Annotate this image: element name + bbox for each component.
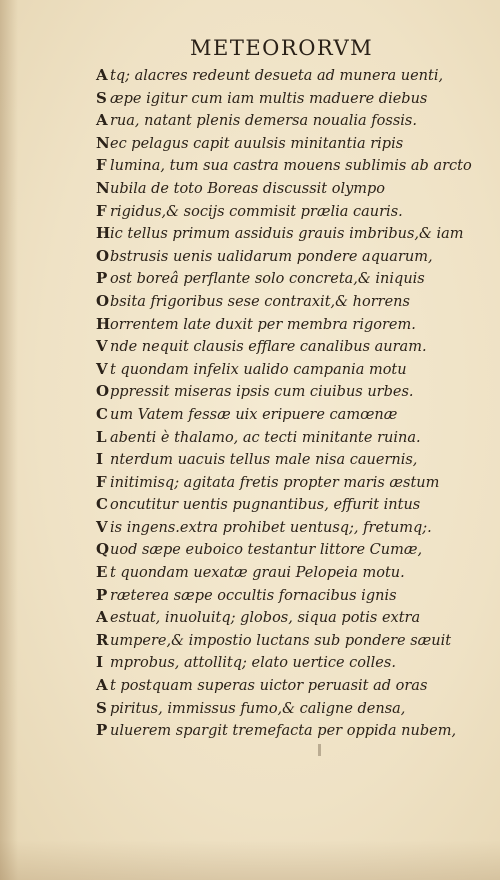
line-initial: S xyxy=(96,698,107,717)
line-initial: I xyxy=(96,450,104,469)
line-initial: A xyxy=(96,111,108,130)
line-initial: H xyxy=(96,314,111,333)
line-initial: V xyxy=(96,337,108,356)
verse-line xyxy=(96,629,476,652)
verse-line xyxy=(96,335,476,358)
line-text: bsita frigoribus sese contraxit,& horrens xyxy=(110,293,410,310)
line-text: tq; alacres redeunt desueta ad munera uenti, xyxy=(110,68,444,84)
line-initial: F xyxy=(96,472,107,491)
verse-line xyxy=(96,448,476,471)
line-text: ppressit miseras ipsis cum ciuibus urbes. xyxy=(110,384,414,401)
line-text: t quondam infelix ualido campania motu xyxy=(110,361,407,378)
verse-line xyxy=(96,561,476,584)
verse-lines xyxy=(96,64,476,742)
line-text: ic tellus primum assiduis grauis imbribus,& iam xyxy=(110,226,464,243)
line-initial: N xyxy=(96,178,110,197)
verse-line xyxy=(96,109,476,132)
line-text: æpe igitur cum iam multis maduere diebus xyxy=(110,90,428,107)
verse-line xyxy=(96,132,476,155)
line-text: orrentem late duxit per membra rigorem. xyxy=(110,316,416,333)
line-text: nde nequit clausis efflare canalibus auram. xyxy=(110,339,427,356)
verse-line xyxy=(96,719,476,742)
verse-line xyxy=(96,584,476,607)
verse-line xyxy=(96,200,476,223)
page-shadow-left xyxy=(0,0,18,880)
line-text: lumina, tum sua castra mouens sublimis ab arcto xyxy=(110,158,472,175)
line-text: piritus, immissus fumo,& caligne densa, xyxy=(110,700,406,717)
line-text: rigidus,& socijs commisit prælia cauris. xyxy=(110,203,403,220)
line-text: initimisq; agitata fretis propter maris æstum xyxy=(110,474,440,491)
line-initial: O xyxy=(96,382,110,401)
verse-line xyxy=(96,674,476,697)
line-initial: C xyxy=(96,404,108,423)
line-initial: A xyxy=(96,608,108,627)
line-initial: O xyxy=(96,291,110,310)
line-initial: L xyxy=(96,427,107,446)
line-text: t quondam uexatæ graui Pelopeia motu. xyxy=(110,565,405,582)
line-text: estuat, inuoluitq; globos, siqua potis extra xyxy=(110,610,421,627)
verse-line xyxy=(96,697,476,720)
line-text: nterdum uacuis tellus male nisa cauernis, xyxy=(110,452,418,469)
verse-line xyxy=(96,516,476,539)
line-initial: F xyxy=(96,156,107,175)
running-header: METEORORVM xyxy=(190,36,374,60)
line-text: ræterea sæpe occultis fornacibus ignis xyxy=(110,587,397,604)
line-text: ec pelagus capit auulsis minitantia ripis xyxy=(110,135,404,152)
verse-line xyxy=(96,177,476,200)
line-initial: S xyxy=(96,88,107,107)
line-text: mprobus, attollitq; elato uertice colles. xyxy=(110,655,396,672)
line-text: oncutitur uentis pugnantibus, effurit intus xyxy=(110,497,421,514)
line-initial: H xyxy=(96,224,111,243)
line-initial: E xyxy=(96,563,108,582)
line-initial: A xyxy=(96,66,108,84)
verse-line xyxy=(96,493,476,516)
verse-line xyxy=(96,245,476,268)
line-initial: F xyxy=(96,201,107,220)
line-initial: V xyxy=(96,359,108,378)
line-text: uod sæpe euboico testantur littore Cumæ, xyxy=(110,542,423,559)
ink-mark xyxy=(318,744,321,756)
line-initial: A xyxy=(96,676,108,695)
line-initial: P xyxy=(96,585,108,604)
verse-line xyxy=(96,380,476,403)
line-text: abenti è thalamo, ac tecti minitante ruina. xyxy=(110,429,421,446)
line-initial: R xyxy=(96,630,109,649)
verse-line xyxy=(96,313,476,336)
verse-line xyxy=(96,290,476,313)
line-text: uluerem spargit tremefacta per oppida nubem, xyxy=(110,723,457,740)
line-text: rua, natant plenis demersa noualia fossis. xyxy=(110,113,417,130)
verse-line xyxy=(96,64,476,87)
line-text: t postquam superas uictor peruasit ad oras xyxy=(110,678,428,695)
line-initial: P xyxy=(96,269,108,288)
verse-line xyxy=(96,222,476,245)
verse-line xyxy=(96,538,476,561)
line-text: ubila de toto Boreas discussit olympo xyxy=(110,180,386,197)
line-initial: I xyxy=(96,653,104,672)
verse-line xyxy=(96,87,476,110)
verse-line xyxy=(96,426,476,449)
verse-line xyxy=(96,154,476,177)
line-initial: C xyxy=(96,495,108,514)
line-initial: O xyxy=(96,246,110,265)
verse-line xyxy=(96,651,476,674)
line-text: umpere,& impostio luctans sub pondere sæuit xyxy=(110,632,452,649)
verse-line xyxy=(96,358,476,381)
verse-line xyxy=(96,606,476,629)
line-initial: N xyxy=(96,133,110,152)
line-text: is ingens.extra prohibet uentusq;, fretumq;. xyxy=(110,519,432,536)
line-initial: Q xyxy=(96,540,110,559)
line-text: bstrusis uenis ualidarum pondere aquarum, xyxy=(110,248,433,265)
line-text: um Vatem fessæ uix eripuere camœnæ xyxy=(110,406,398,423)
line-initial: P xyxy=(96,721,108,740)
line-text: ost boreâ perflante solo concreta,& iniquis xyxy=(110,271,425,288)
verse-line xyxy=(96,403,476,426)
verse-line xyxy=(96,267,476,290)
verse-line xyxy=(96,471,476,494)
page-shadow-bottom xyxy=(0,840,500,880)
line-initial: V xyxy=(96,517,108,536)
